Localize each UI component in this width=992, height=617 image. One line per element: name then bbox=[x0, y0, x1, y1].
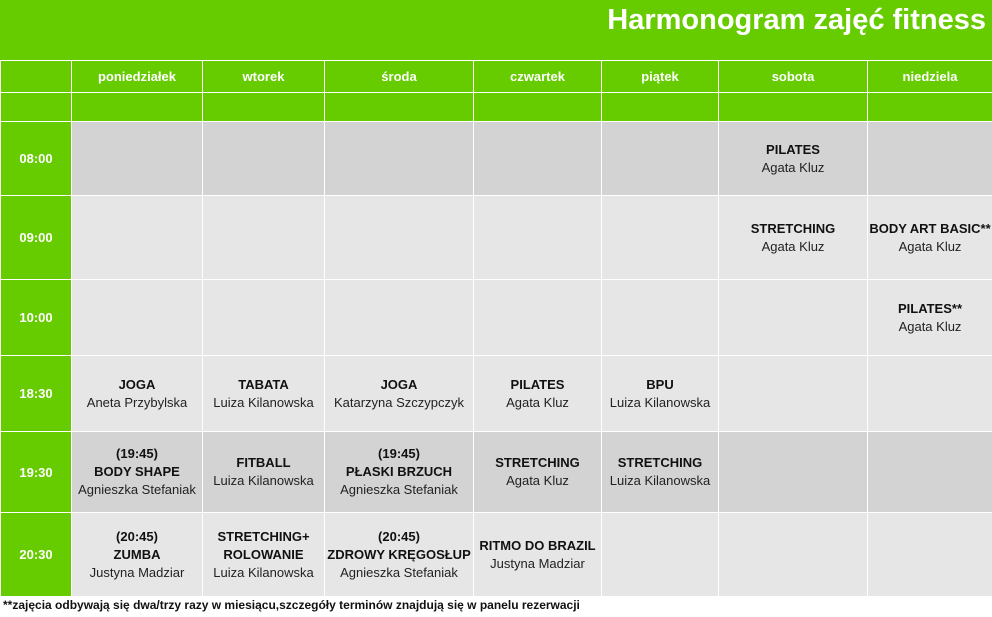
class-name: PŁASKI BRZUCH bbox=[345, 464, 453, 479]
page-title: Harmonogram zajęć fitness bbox=[607, 4, 986, 36]
class-instructor: Agata Kluz bbox=[898, 238, 962, 254]
day-header: poniedziałek bbox=[72, 61, 203, 93]
class-name: PILATES bbox=[766, 141, 820, 157]
empty-cell bbox=[868, 513, 992, 597]
class-start-time: (19:45) bbox=[378, 446, 420, 461]
class-cell[interactable] bbox=[325, 513, 474, 597]
empty-cell bbox=[474, 280, 602, 356]
empty-cell bbox=[325, 280, 474, 356]
class-cell[interactable] bbox=[72, 356, 203, 432]
spacer-cell bbox=[1, 93, 72, 122]
time-slot: 08:00 bbox=[1, 122, 72, 196]
empty-cell bbox=[602, 280, 719, 356]
class-cell[interactable] bbox=[868, 196, 992, 280]
class-start-time: (20:45) bbox=[378, 528, 420, 544]
class-instructor: Aneta Przybylska bbox=[86, 394, 188, 410]
class-instructor: Luiza Kilanowska bbox=[213, 394, 314, 410]
day-header: sobota bbox=[719, 61, 868, 93]
class-cell[interactable] bbox=[474, 513, 602, 597]
class-cell[interactable] bbox=[719, 122, 868, 196]
empty-cell bbox=[203, 196, 325, 280]
class-name: PILATES bbox=[510, 376, 565, 392]
class-instructor: Agata Kluz bbox=[761, 238, 825, 254]
class-cell[interactable] bbox=[325, 432, 474, 513]
empty-cell bbox=[203, 122, 325, 196]
class-name: ZDROWY KRĘGOSŁUP bbox=[327, 546, 471, 562]
class-name: JOGA bbox=[118, 376, 156, 392]
class-instructor: Luiza Kilanowska bbox=[609, 394, 711, 410]
time-slot: 19:30 bbox=[1, 432, 72, 513]
empty-cell bbox=[868, 122, 992, 196]
spacer-cell bbox=[325, 93, 474, 122]
class-cell[interactable] bbox=[602, 356, 719, 432]
empty-cell bbox=[72, 280, 203, 356]
class-cell[interactable] bbox=[474, 356, 602, 432]
spacer-row bbox=[1, 93, 992, 122]
class-instructor: Agnieszka Stefaniak bbox=[340, 482, 458, 497]
class-name: RITMO DO BRAZIL bbox=[479, 537, 596, 553]
day-header: czwartek bbox=[474, 61, 602, 93]
schedule-row bbox=[1, 432, 992, 513]
day-header: piątek bbox=[602, 61, 719, 93]
spacer-cell bbox=[203, 93, 325, 122]
class-instructor: Justyna Madziar bbox=[490, 555, 585, 571]
class-instructor: Agnieszka Stefaniak bbox=[78, 482, 196, 497]
class-name: TABATA bbox=[238, 376, 289, 392]
class-instructor: Agata Kluz bbox=[898, 318, 962, 334]
schedule-row bbox=[1, 196, 992, 280]
class-instructor: Luiza Kilanowska bbox=[609, 473, 711, 488]
empty-cell bbox=[868, 432, 992, 513]
class-instructor: Katarzyna Szczypczyk bbox=[333, 394, 465, 410]
class-name: BPU bbox=[646, 376, 674, 392]
schedule-row bbox=[1, 280, 992, 356]
empty-cell bbox=[602, 122, 719, 196]
class-cell[interactable] bbox=[474, 432, 602, 513]
class-name: STRETCHING+ ROLOWANIE bbox=[217, 528, 310, 562]
empty-cell bbox=[719, 513, 868, 597]
class-instructor: Luiza Kilanowska bbox=[213, 564, 314, 580]
time-slot: 09:00 bbox=[1, 196, 72, 280]
time-slot: 20:30 bbox=[1, 513, 72, 597]
class-name: STRETCHING bbox=[617, 455, 703, 470]
empty-cell bbox=[203, 280, 325, 356]
class-instructor: Agata Kluz bbox=[761, 159, 825, 175]
empty-cell bbox=[474, 196, 602, 280]
class-name: STRETCHING bbox=[495, 455, 580, 470]
empty-cell bbox=[719, 432, 868, 513]
empty-cell bbox=[602, 196, 719, 280]
class-cell[interactable] bbox=[72, 432, 203, 513]
time-slot: 10:00 bbox=[1, 280, 72, 356]
day-header: środa bbox=[325, 61, 474, 93]
class-cell[interactable] bbox=[203, 513, 325, 597]
class-instructor: Agata Kluz bbox=[506, 473, 569, 488]
schedule-table bbox=[0, 60, 992, 597]
empty-cell bbox=[719, 356, 868, 432]
empty-cell bbox=[474, 122, 602, 196]
class-name: JOGA bbox=[380, 376, 418, 392]
spacer-cell bbox=[72, 93, 203, 122]
day-header-row bbox=[1, 61, 992, 93]
time-slot: 18:30 bbox=[1, 356, 72, 432]
schedule-row bbox=[1, 356, 992, 432]
class-instructor: Luiza Kilanowska bbox=[213, 473, 314, 488]
class-instructor: Agata Kluz bbox=[506, 394, 569, 410]
empty-cell bbox=[868, 356, 992, 432]
schedule-row bbox=[1, 122, 992, 196]
empty-cell bbox=[602, 513, 719, 597]
spacer-cell bbox=[474, 93, 602, 122]
title-bar bbox=[0, 0, 992, 60]
empty-cell bbox=[72, 122, 203, 196]
empty-cell bbox=[72, 196, 203, 280]
class-name: PILATES** bbox=[897, 300, 963, 316]
day-header: wtorek bbox=[203, 61, 325, 93]
class-start-time: (20:45) bbox=[116, 528, 158, 544]
empty-cell bbox=[325, 122, 474, 196]
spacer-cell bbox=[719, 93, 868, 122]
class-instructor: Agnieszka Stefaniak bbox=[340, 564, 458, 580]
class-cell[interactable] bbox=[868, 280, 992, 356]
class-cell[interactable] bbox=[719, 196, 868, 280]
class-name: FITBALL bbox=[236, 455, 291, 470]
schedule-row bbox=[1, 513, 992, 597]
class-name: BODY ART BASIC** bbox=[869, 220, 991, 236]
corner-cell bbox=[1, 61, 72, 93]
class-cell[interactable] bbox=[72, 513, 203, 597]
class-start-time: (19:45) bbox=[116, 446, 158, 461]
empty-cell bbox=[325, 196, 474, 280]
class-cell[interactable] bbox=[203, 356, 325, 432]
empty-cell bbox=[719, 280, 868, 356]
spacer-cell bbox=[868, 93, 992, 122]
class-cell[interactable] bbox=[203, 432, 325, 513]
class-instructor: Justyna Madziar bbox=[89, 564, 185, 580]
footnote: **zajęcia odbywają się dwa/trzy razy w miesiącu,szczegóły terminów znajdują się w panelu rezerwacji bbox=[3, 598, 580, 612]
day-header: niedziela bbox=[868, 61, 992, 93]
class-name: BODY SHAPE bbox=[94, 464, 180, 479]
class-name: STRETCHING bbox=[750, 220, 836, 236]
class-cell[interactable] bbox=[602, 432, 719, 513]
class-name: ZUMBA bbox=[113, 546, 161, 562]
spacer-cell bbox=[602, 93, 719, 122]
class-cell[interactable] bbox=[325, 356, 474, 432]
